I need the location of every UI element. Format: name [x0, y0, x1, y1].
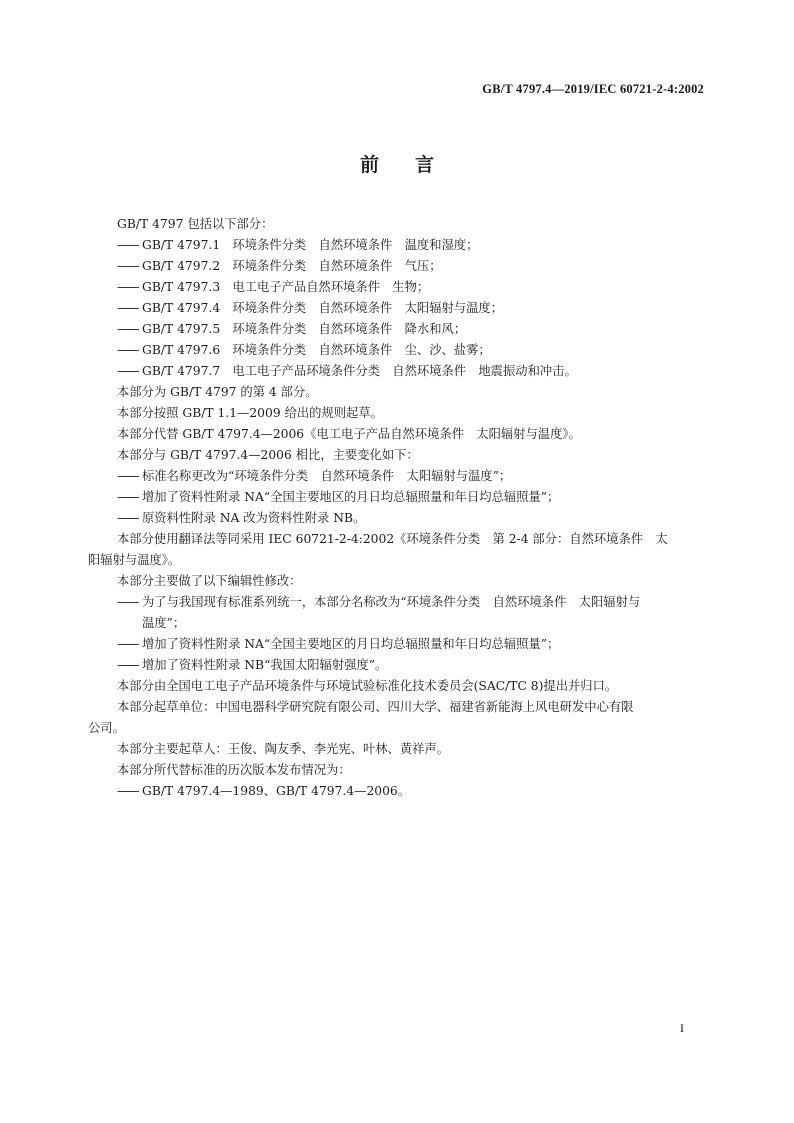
em-dash-marker: —— [117, 637, 138, 651]
list-item-text: 原资料性附录 NA 改为资料性附录 NB。 [142, 511, 366, 525]
paragraph-line: 温度”； [142, 616, 186, 630]
page-number: I [680, 1021, 684, 1035]
em-dash-marker: —— [117, 343, 138, 357]
list-item [88, 277, 708, 298]
page-title: 前言 [359, 154, 470, 176]
list-item [88, 340, 708, 361]
em-dash-marker: —— [117, 490, 138, 504]
list-item [88, 508, 708, 529]
list-item-text: GB/T 4797.3 电工电子产品自然环境条件 生物； [142, 280, 430, 294]
paragraph-line: 本部分按照 GB/T 1.1—2009 给出的规则起草。 [117, 406, 383, 420]
em-dash-marker: —— [117, 595, 138, 609]
paragraph-line: 本部分与 GB/T 4797.4—2006 相比，主要变化如下： [117, 448, 419, 462]
list-item-text: 增加了资料性附录 NA“全国主要地区的月日均总辐照量和年日均总辐照量”； [142, 490, 560, 504]
em-dash-marker: —— [117, 280, 138, 294]
list-item [88, 361, 708, 382]
paragraph-line: GB/T 4797 包括以下部分： [117, 217, 274, 231]
paragraph-line: 本部分为 GB/T 4797 的第 4 部分。 [117, 385, 318, 399]
em-dash-marker: —— [117, 511, 138, 525]
paragraph-line: 本部分所代替标准的历次版本发布情况为： [117, 763, 351, 777]
em-dash-marker: —— [117, 238, 138, 252]
list-item [88, 592, 708, 613]
em-dash-marker: —— [117, 364, 138, 378]
standard-code-header: GB/T 4797.4—2019/IEC 60721-2-4:2002 [482, 82, 704, 96]
list-item-text: GB/T 4797.1 环境条件分类 自然环境条件 温度和湿度； [142, 238, 479, 252]
paragraph-line: 本部分主要做了以下编辑性修改： [117, 574, 302, 588]
paragraph-line: 本部分由全国电工电子产品环境条件与环境试验标准化技术委员会(SAC/TC 8)提出并归口。 [117, 679, 618, 693]
list-item-text: 标准名称更改为“环境条件分类 自然环境条件 太阳辐射与温度”； [142, 469, 512, 483]
list-item [88, 634, 708, 655]
em-dash-marker: —— [117, 259, 138, 273]
list-item-text: GB/T 4797.7 电工电子产品环境条件分类 自然环境条件 地震振动和冲击。 [142, 364, 577, 378]
list-item-text: GB/T 4797.4 环境条件分类 自然环境条件 太阳辐射与温度； [142, 301, 503, 315]
paragraph-line: 本部分代替 GB/T 4797.4—2006《电工电子产品自然环境条件 太阳辐射与温度》。 [117, 427, 581, 441]
paragraph-line: 阳辐射与温度》。 [88, 553, 181, 567]
list-item-text: GB/T 4797.4—1989、GB/T 4797.4—2006。 [142, 784, 411, 798]
list-item [88, 655, 708, 676]
em-dash-marker: —— [117, 784, 138, 798]
list-item [88, 298, 708, 319]
paragraph-line: 本部分起草单位：中国电器科学研究院有限公司、四川大学、福建省新能海上风电研发中心有限 [117, 700, 634, 714]
em-dash-marker: —— [117, 301, 138, 315]
list-item-text: GB/T 4797.5 环境条件分类 自然环境条件 降水和风； [142, 322, 467, 336]
list-item-text: 增加了资料性附录 NA“全国主要地区的月日均总辐照量和年日均总辐照量”； [142, 637, 560, 651]
list-item-text: GB/T 4797.2 环境条件分类 自然环境条件 气压； [142, 259, 442, 273]
em-dash-marker: —— [117, 658, 138, 672]
list-item [88, 319, 708, 340]
list-item [88, 256, 708, 277]
paragraph-line: 本部分主要起草人：王俊、陶友季、李光宪、叶林、黄祥声。 [117, 742, 450, 756]
list-item-text: 增加了资料性附录 NB“我国太阳辐射强度”。 [142, 658, 388, 672]
list-item [88, 781, 708, 802]
list-item-text: GB/T 4797.6 环境条件分类 自然环境条件 尘、沙、盐雾； [142, 343, 491, 357]
list-item [88, 466, 708, 487]
list-item-text: 为了与我国现有标准系列统一，本部分名称改为“环境条件分类 自然环境条件 太阳辐射与 [142, 595, 641, 609]
foreword-body [88, 214, 708, 802]
em-dash-marker: —— [117, 322, 138, 336]
em-dash-marker: —— [117, 469, 138, 483]
paragraph-line: 公司。 [88, 721, 125, 735]
list-item [88, 487, 708, 508]
paragraph-line: 本部分使用翻译法等同采用 IEC 60721-2-4:2002《环境条件分类 第 2-4 部分：自然环境条件 太 [117, 532, 668, 546]
list-item [88, 235, 708, 256]
